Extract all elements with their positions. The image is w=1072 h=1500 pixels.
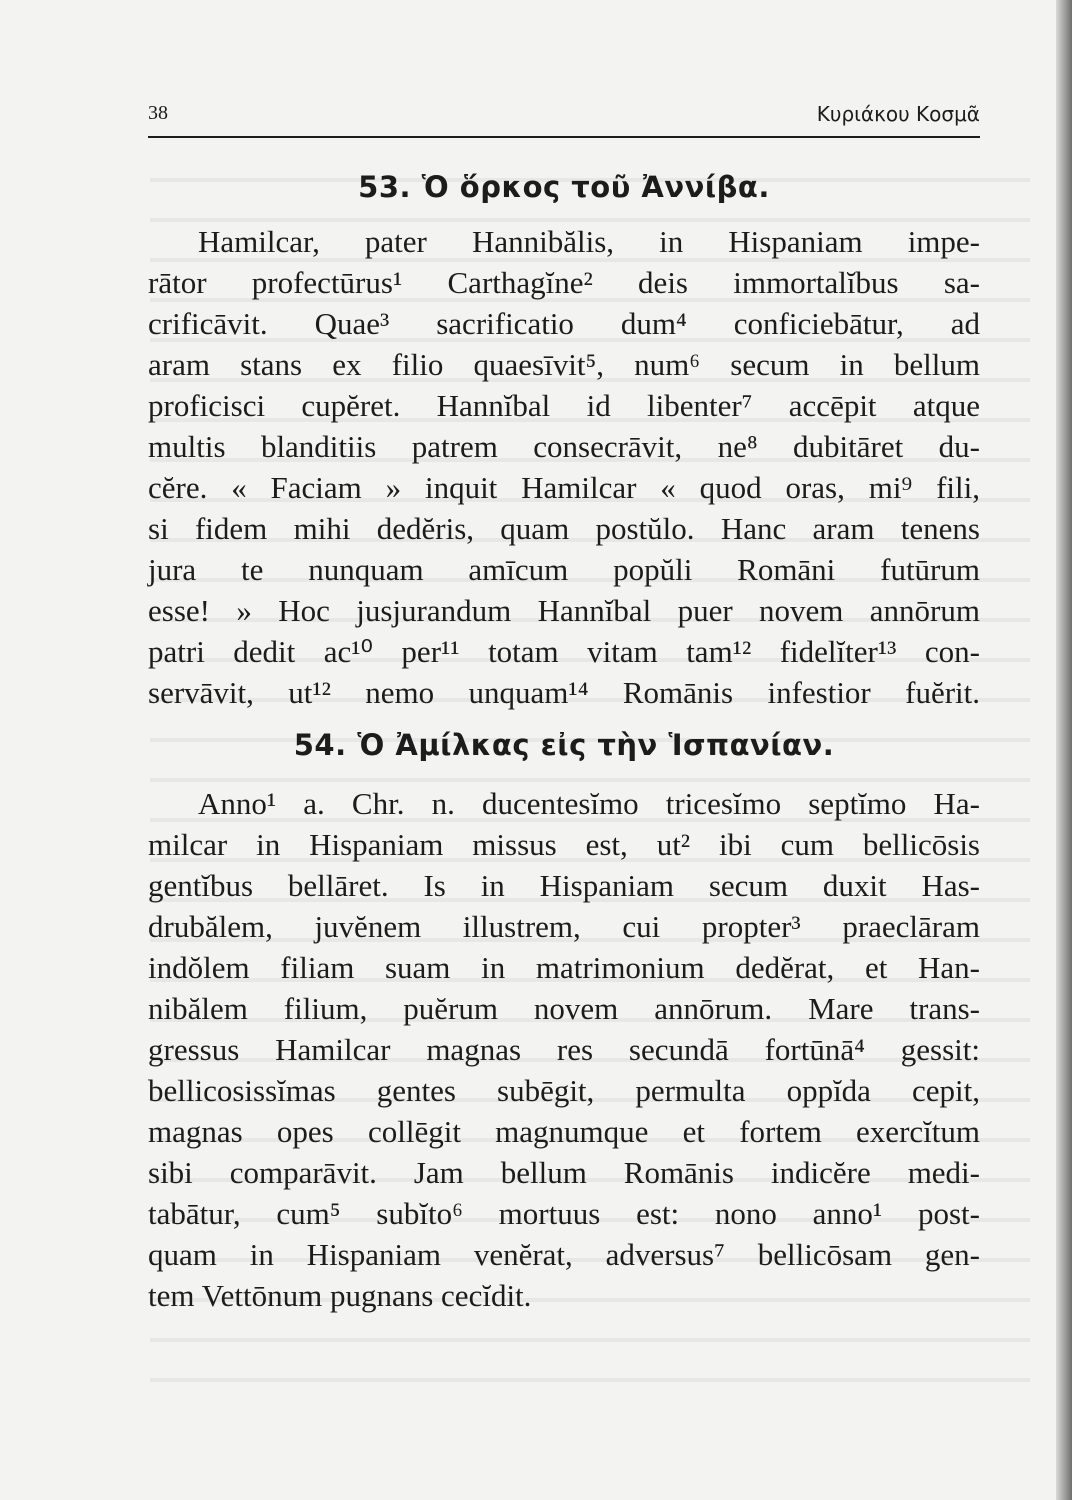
text-line: indŏlem filiam suam in matrimonium dedĕrat, et Han-	[148, 950, 980, 985]
text-line: bellicosissĭmas gentes subēgit, permulta oppĭda cepit,	[148, 1073, 980, 1108]
text-line: magnas opes collēgit magnumque et fortem exercĭtum	[148, 1114, 980, 1149]
text-line: quam in Hispaniam venĕrat, adversus⁷ bellicōsam gen-	[148, 1237, 980, 1272]
text-line: milcar in Hispaniam missus est, ut² ibi cum bellicōsis	[148, 827, 980, 862]
text-line: proficisci cupĕret. Hannĭbal id libenter⁷ accēpit atque	[148, 388, 980, 423]
text-line: servāvit, ut¹² nemo unquam¹⁴ Romānis infestior fuĕrit.	[148, 675, 980, 710]
text-line: Hamilcar, pater Hannibălis, in Hispaniam impe-	[198, 224, 980, 259]
header-rule	[148, 136, 980, 138]
page-header	[148, 96, 980, 132]
text-line: patri dedit ac¹⁰ per¹¹ totam vitam tam¹² fidelĭter¹³ con-	[148, 634, 980, 669]
text-line: rātor profectūrus¹ Carthagĭne² deis immortalĭbus sa-	[148, 265, 980, 300]
page-number: 38	[148, 102, 168, 124]
text-line: sibi comparāvit. Jam bellum Romānis indicĕre medi-	[148, 1155, 980, 1190]
text-line: jura te nunquam amīcum popŭli Romāni futūrum	[148, 552, 980, 587]
text-line: drubălem, juvĕnem illustrem, cui propter³ praeclāram	[148, 909, 980, 944]
running-head: Κυριάκου Κοσμᾶ	[816, 102, 980, 126]
book-gutter-shadow	[1056, 0, 1072, 1500]
text-line: multis blanditiis patrem consecrāvit, ne⁸ dubitāret du-	[148, 429, 980, 464]
text-line: gentĭbus bellāret. Is in Hispaniam secum duxit Has-	[148, 868, 980, 903]
text-line: cĕre. « Faciam » inquit Hamilcar « quod oras, mi⁹ fili,	[148, 470, 980, 505]
text-line: nibălem filium, puĕrum novem annōrum. Mare trans-	[148, 991, 980, 1026]
text-line: aram stans ex filio quaesīvit⁵, num⁶ secum in bellum	[148, 347, 980, 382]
text-line: Anno¹ a. Chr. n. ducentesĭmo tricesĭmo septĭmo Ha-	[198, 786, 980, 821]
section-title-54: 54. Ὁ Ἀμίλκας εἰς τὴν Ἱσπανίαν.	[293, 728, 835, 762]
section-title-53: 53. Ὁ ὅρκος τοῦ Ἀννίβα.	[358, 170, 770, 204]
text-line: crificāvit. Quae³ sacrificatio dum⁴ conficiebātur, ad	[148, 306, 980, 341]
text-line: esse! » Hoc jusjurandum Hannĭbal puer novem annōrum	[148, 593, 980, 628]
text-line: tabātur, cum⁵ subĭto⁶ mortuus est: nono anno¹ post-	[148, 1196, 980, 1231]
text-line: si fidem mihi dedĕris, quam postŭlo. Hanc aram tenens	[148, 511, 980, 546]
text-line: gressus Hamilcar magnas res secundā fortūnā⁴ gessit:	[148, 1032, 980, 1067]
text-line: tem Vettōnum pugnans cecĭdit.	[148, 1278, 532, 1313]
